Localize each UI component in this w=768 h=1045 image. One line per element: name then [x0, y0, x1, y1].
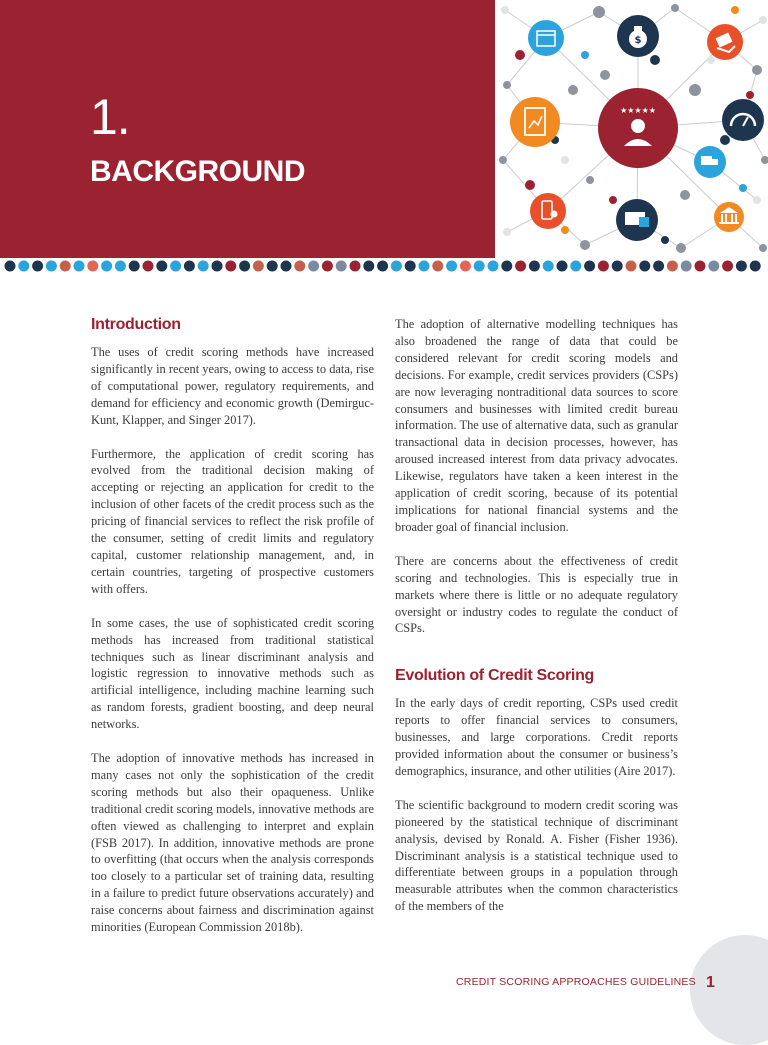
paragraph: In some cases, the use of sophisticated credit scoring methods has increased from traditional statistical techniques such as linear discriminant analysis and logistic regression to innovative methods such as artificial intelligence, including machine learning such as random forests, gradient boosting, and deep neural networks.: [91, 615, 374, 732]
decorative-dot: [584, 261, 595, 272]
chapter-number: 1.: [90, 89, 130, 145]
decorative-dot: [101, 261, 112, 272]
decorative-dot: [184, 261, 195, 272]
decorative-dot: [350, 261, 361, 272]
paragraph: Furthermore, the application of credit scoring has evolved from the traditional decision making of accepting or rejecting an application for credit to the inclusion of other facets of the credit process such as the pricing of financial services to reflect the risk profile of the consumer, setting of credit limits and regulatory capital, customer relationship management, and, in certain countries, targeting of prospective customers with offers.: [91, 446, 374, 596]
svg-text:★★★★★: ★★★★★: [620, 106, 656, 115]
decorative-dot: [143, 261, 154, 272]
decorative-dot: [198, 261, 209, 272]
decorative-dot: [626, 261, 637, 272]
right-column: [395, 316, 678, 932]
decorative-dot: [667, 261, 678, 272]
decorative-dot: [253, 261, 264, 272]
decorative-dot: [570, 261, 581, 272]
decorative-dot: [501, 261, 512, 272]
decorative-dot-row: [0, 258, 768, 276]
customer-rating-icon: [598, 88, 678, 168]
decorative-dot: [170, 261, 181, 272]
decorative-dot: [708, 261, 719, 272]
credit-card-hand-icon: [707, 24, 743, 60]
decorative-dot: [294, 261, 305, 272]
decorative-dot: [87, 261, 98, 272]
paragraph: The uses of credit scoring methods have increased significantly in recent years, owing to access to data, rise of computational power, regulatory requirements, and demand for efficiency and economic growth (Demirguc-Kunt, Klapper, and Singer 2017).: [91, 345, 374, 427]
decorative-dot: [612, 261, 623, 272]
decorative-dot: [405, 261, 416, 272]
paragraph: The adoption of alternative modelling techniques has also broadened the range of data that could be considered relevant for credit scoring models and decisions. For example, credit services providers (CSPs) are now leveraging nontraditional data sources to score consumers and businesses with limited credit bureau information. The use of alternative data, such as granular transactional data in decision processes, however, has aroused increased interest from data privacy advocates. Likewise, regulators have taken a keen interest in the application of credit scoring, because of its potential implications for national financial systems and the broader goal of financial inclusion.: [395, 317, 678, 534]
decorative-dot: [377, 261, 388, 272]
decorative-dot: [736, 261, 747, 272]
paragraph: The scientific background to modern credit scoring was pioneered by the statistical technique of discriminant analysis, devised by Ronald. A. Fisher (Fisher 1936). Discriminant analysis is a statistical technique used to differentiate between groups in a population through measurable attributes when the common characteristics of the members of the: [395, 797, 678, 914]
decorative-dot: [74, 261, 85, 272]
speedometer-icon: [722, 99, 764, 141]
decorative-dot: [18, 261, 29, 272]
decorative-dot: [695, 261, 706, 272]
decorative-dot: [529, 261, 540, 272]
decorative-dot: [239, 261, 250, 272]
truck-icon: [694, 146, 726, 178]
decorative-dot: [432, 261, 443, 272]
decorative-dot: [115, 261, 126, 272]
paragraph: There are concerns about the effectiveness of credit scoring and technologies. This is especially true in markets where there is little or no adequate regulatory oversight or industry codes to regulate the conduct of CSPs.: [395, 553, 678, 636]
decorative-dot: [653, 261, 664, 272]
decorative-dot: [639, 261, 650, 272]
chapter-banner: [0, 0, 495, 258]
decorative-dot: [750, 261, 761, 272]
decorative-dot: [543, 261, 554, 272]
page-number-circle: [690, 935, 768, 1045]
decorative-dot: [212, 261, 223, 272]
calendar-icon: [528, 20, 564, 56]
section-heading-introduction: Introduction: [91, 316, 181, 333]
decorative-dot: [446, 261, 457, 272]
decorative-dot: [32, 261, 43, 272]
page-number: 1: [706, 974, 715, 991]
decorative-dot: [322, 261, 333, 272]
decorative-dot: [557, 261, 568, 272]
decorative-dot: [46, 261, 57, 272]
decorative-dot: [363, 261, 374, 272]
decorative-dot: [391, 261, 402, 272]
payment-terminal-icon: [616, 199, 658, 241]
decorative-dot: [129, 261, 140, 272]
section-heading-evolution: Evolution of Credit Scoring: [395, 667, 595, 685]
decorative-dot: [60, 261, 71, 272]
money-bag-icon: [617, 15, 659, 57]
decorative-dot: [336, 261, 347, 272]
decorative-dot: [598, 261, 609, 272]
paragraph: In the early days of credit reporting, CSPs used credit reports to offer financial services to consumers, businesses, and large corporations. Credit reports provided information about the consumer or business’s demographics, insurance, and other utilities (Aire 2017).: [395, 696, 678, 778]
decorative-dot: [681, 261, 692, 272]
decorative-dot: [722, 261, 733, 272]
decorative-dot: [419, 261, 430, 272]
chapter-header: [0, 0, 768, 258]
decorative-dot: [308, 261, 319, 272]
decorative-dot: [515, 261, 526, 272]
chapter-title: BACKGROUND: [90, 155, 305, 188]
decorative-dot: [474, 261, 485, 272]
svg-text:$: $: [634, 35, 642, 46]
report-chart-icon: [510, 97, 560, 147]
decorative-dot: [488, 261, 499, 272]
decorative-dot: [267, 261, 278, 272]
decorative-dot: [225, 261, 236, 272]
decorative-dot: [5, 261, 16, 272]
left-column: [91, 316, 374, 953]
decorative-dot: [460, 261, 471, 272]
decorative-dot: [281, 261, 292, 272]
mobile-payment-icon: [530, 193, 566, 229]
running-footer-title: CREDIT SCORING APPROACHES GUIDELINES: [456, 976, 696, 988]
bank-icon: [714, 202, 744, 232]
decorative-dot: [156, 261, 167, 272]
paragraph: The adoption of innovative methods has increased in many cases not only the sophistication of the credit scoring methods but also their opaqueness. Unlike traditional credit scoring models, innovative methods are often viewed as challenging to interpret and explain (FSB 2017). In addition, innovative methods are prone to overfitting (that occurs when the analysis corresponds too closely to a particular set of training data, resulting in a failure to predict future observations accurately) and raise concerns about fairness and discrimination against minorities (European Commission 2018b).: [91, 751, 374, 935]
credit-network-illustration: [495, 0, 768, 258]
